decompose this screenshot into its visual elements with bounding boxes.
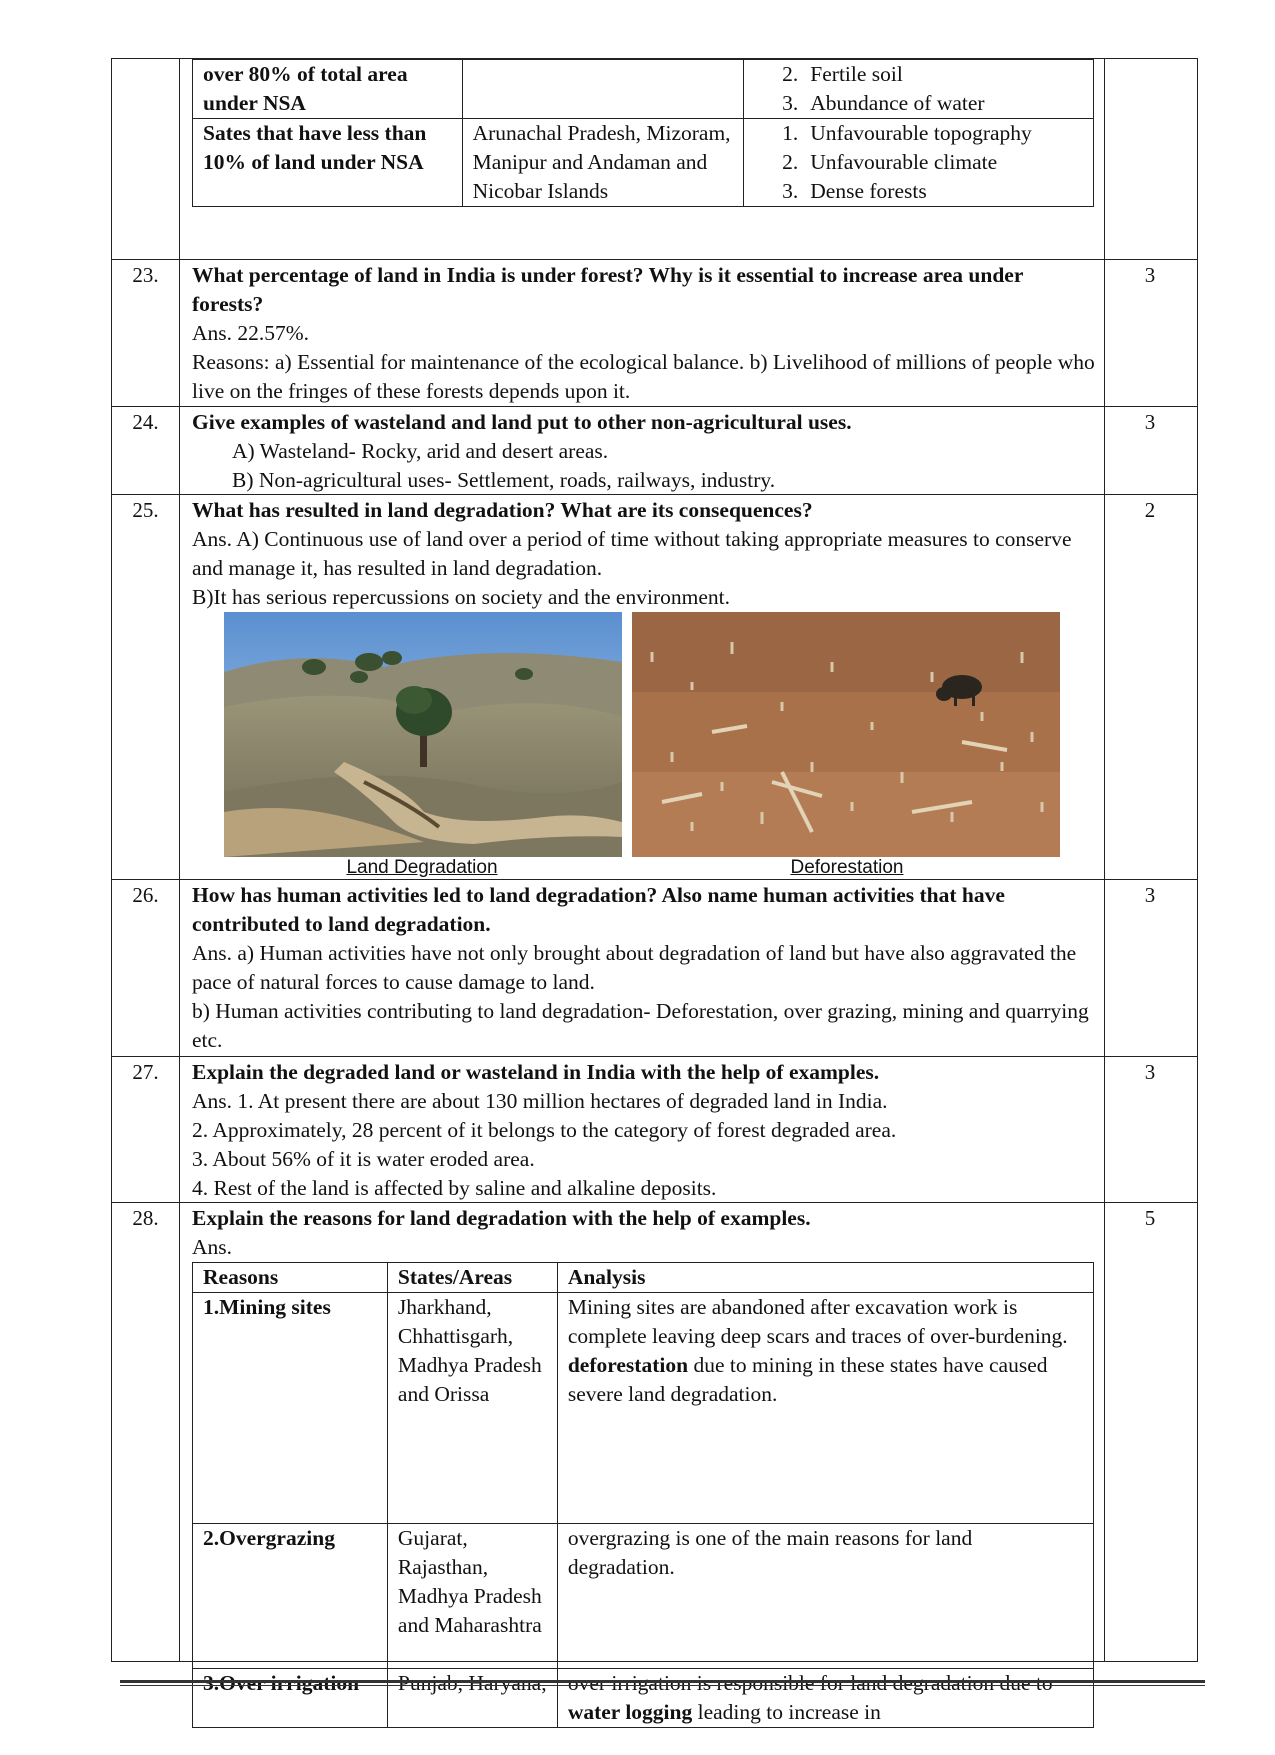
- states-cell: Gujarat, Rajasthan, Madhya Pradesh and Maharashtra: [387, 1524, 557, 1669]
- question-text: What percentage of land in India is under forest? Why is it essential to increase area under forests?: [192, 263, 1023, 316]
- list-item: 3. Abundance of water: [782, 91, 985, 115]
- answer-text: 4. Rest of the land is affected by saline and alkaline deposits.: [192, 1176, 717, 1200]
- answer-text: b) Human activities contributing to land degradation- Deforestation, over grazing, mining and quarrying etc.: [192, 999, 1089, 1052]
- answer-text: 2. Approximately, 28 percent of it belongs to the category of forest degraded area.: [192, 1118, 897, 1142]
- list-item: 1. Unfavourable topography: [782, 121, 1032, 145]
- answer-text: A) Wasteland- Rocky, arid and desert areas.: [232, 439, 609, 463]
- land-degradation-image: [224, 612, 622, 857]
- question-text: What has resulted in land degradation? What are its consequences?: [192, 498, 813, 522]
- table-row: [193, 60, 1094, 119]
- question-27: [192, 1058, 1097, 1203]
- question-number: 25.: [132, 498, 159, 522]
- answer-text: B)It has serious repercussions on society and the environment.: [192, 585, 730, 609]
- question-marks: 3: [1144, 883, 1156, 907]
- row-divider: [112, 879, 1197, 880]
- list-item: 2. Fertile soil: [782, 62, 903, 86]
- row-divider: [112, 1056, 1197, 1057]
- question-number: 23.: [132, 263, 159, 287]
- reason-cell: 3.Over irrigation: [193, 1669, 388, 1728]
- analysis-text: deforestation due to mining in these states have caused severe land degradation.: [567, 1353, 1048, 1406]
- states-cell: Jharkhand, Chhattisgarh, Madhya Pradesh and Orissa: [387, 1293, 557, 1524]
- question-number: 24.: [132, 410, 159, 434]
- question-marks: 2: [1144, 498, 1156, 522]
- question-28: [192, 1204, 1097, 1262]
- column-header: States/Areas: [387, 1263, 557, 1293]
- analysis-cell: [557, 1293, 1093, 1524]
- row-divider: [112, 406, 1197, 407]
- answer-text: Ans. 1. At present there are about 130 million hectares of degraded land in India.: [192, 1089, 888, 1113]
- analysis-cell: overgrazing is one of the main reasons for land degradation.: [557, 1524, 1093, 1669]
- answer-text: Ans. 22.57%.: [192, 321, 310, 345]
- nsa-category: Sates that have less than 10% of land under NSA: [193, 119, 463, 207]
- answer-text: Ans. A) Continuous use of land over a period of time without taking appropriate measures to conserve and manage it, has resulted in land degradation.: [192, 527, 1072, 580]
- deforestation-image: [632, 612, 1060, 857]
- list-item: 2. Unfavourable climate: [782, 150, 998, 174]
- question-grid: [111, 58, 1198, 1724]
- nsa-states: [462, 60, 744, 119]
- question-text: Explain the reasons for land degradation with the help of examples.: [192, 1206, 811, 1230]
- nsa-category: over 80% of total area under NSA: [193, 60, 463, 119]
- reason-cell: 1.Mining sites: [193, 1293, 388, 1524]
- question-24: [192, 408, 1097, 495]
- answer-text: Ans.: [192, 1235, 233, 1259]
- answer-text: Ans. a) Human activities have not only brought about degradation of land but have also aggravated the pace of natural forces to cause damage to land.: [192, 941, 1077, 994]
- question-marks: 3: [1144, 263, 1156, 287]
- answer-text: Reasons: a) Essential for maintenance of the ecological balance. b) Livelihood of millions of people who live on the fringes of these forests depends upon it.: [192, 350, 1095, 403]
- marks-column-divider: [1104, 59, 1105, 1661]
- deforestation-caption: Deforestation: [790, 857, 904, 878]
- land-degradation-caption: Land Degradation: [346, 857, 498, 878]
- reason-cell: 2.Overgrazing: [193, 1524, 388, 1669]
- table-row: [193, 1293, 1094, 1524]
- nsa-states: Arunachal Pradesh, Mizoram, Manipur and Andaman and Nicobar Islands: [462, 119, 744, 207]
- number-column-divider: [179, 59, 180, 1661]
- column-header: Reasons: [193, 1263, 388, 1293]
- question-26: [192, 881, 1097, 1055]
- degradation-reasons-table: [192, 1262, 1094, 1728]
- nsa-table: [192, 59, 1094, 207]
- row-divider: [112, 259, 1197, 260]
- analysis-text: Mining sites are abandoned after excavation work is complete leaving deep scars and traces of over-burdening.: [567, 1295, 1068, 1348]
- question-text: How has human activities led to land degradation? Also name human activities that have contributed to land degradation.: [192, 883, 1005, 936]
- question-marks: 5: [1144, 1206, 1156, 1230]
- nsa-reasons: [744, 60, 1094, 119]
- question-number: 26.: [132, 883, 159, 907]
- list-item: 3. Dense forests: [782, 179, 927, 203]
- footer-rule: [120, 1685, 1205, 1686]
- question-marks: 3: [1144, 1060, 1156, 1084]
- states-cell: Punjab, Haryana,: [387, 1669, 557, 1728]
- table-header-row: [193, 1263, 1094, 1293]
- question-text: Give examples of wasteland and land put to other non-agricultural uses.: [192, 410, 852, 434]
- table-row: [193, 1669, 1094, 1728]
- answer-text: 3. About 56% of it is water eroded area.: [192, 1147, 535, 1171]
- nsa-reasons: [744, 119, 1094, 207]
- question-number: 28.: [132, 1206, 159, 1230]
- analysis-cell: over irrigation is responsible for land degradation due to water logging leading to increase in: [557, 1669, 1093, 1728]
- table-row: [193, 119, 1094, 207]
- question-25: [192, 496, 1097, 612]
- question-23: [192, 261, 1097, 406]
- question-marks: 3: [1144, 410, 1156, 434]
- footer-rule: [120, 1680, 1205, 1683]
- question-number: 27.: [132, 1060, 159, 1084]
- column-header: Analysis: [557, 1263, 1093, 1293]
- question-text: Explain the degraded land or wasteland in India with the help of examples.: [192, 1060, 880, 1084]
- answer-text: B) Non-agricultural uses- Settlement, roads, railways, industry.: [232, 468, 776, 492]
- table-row: [193, 1524, 1094, 1669]
